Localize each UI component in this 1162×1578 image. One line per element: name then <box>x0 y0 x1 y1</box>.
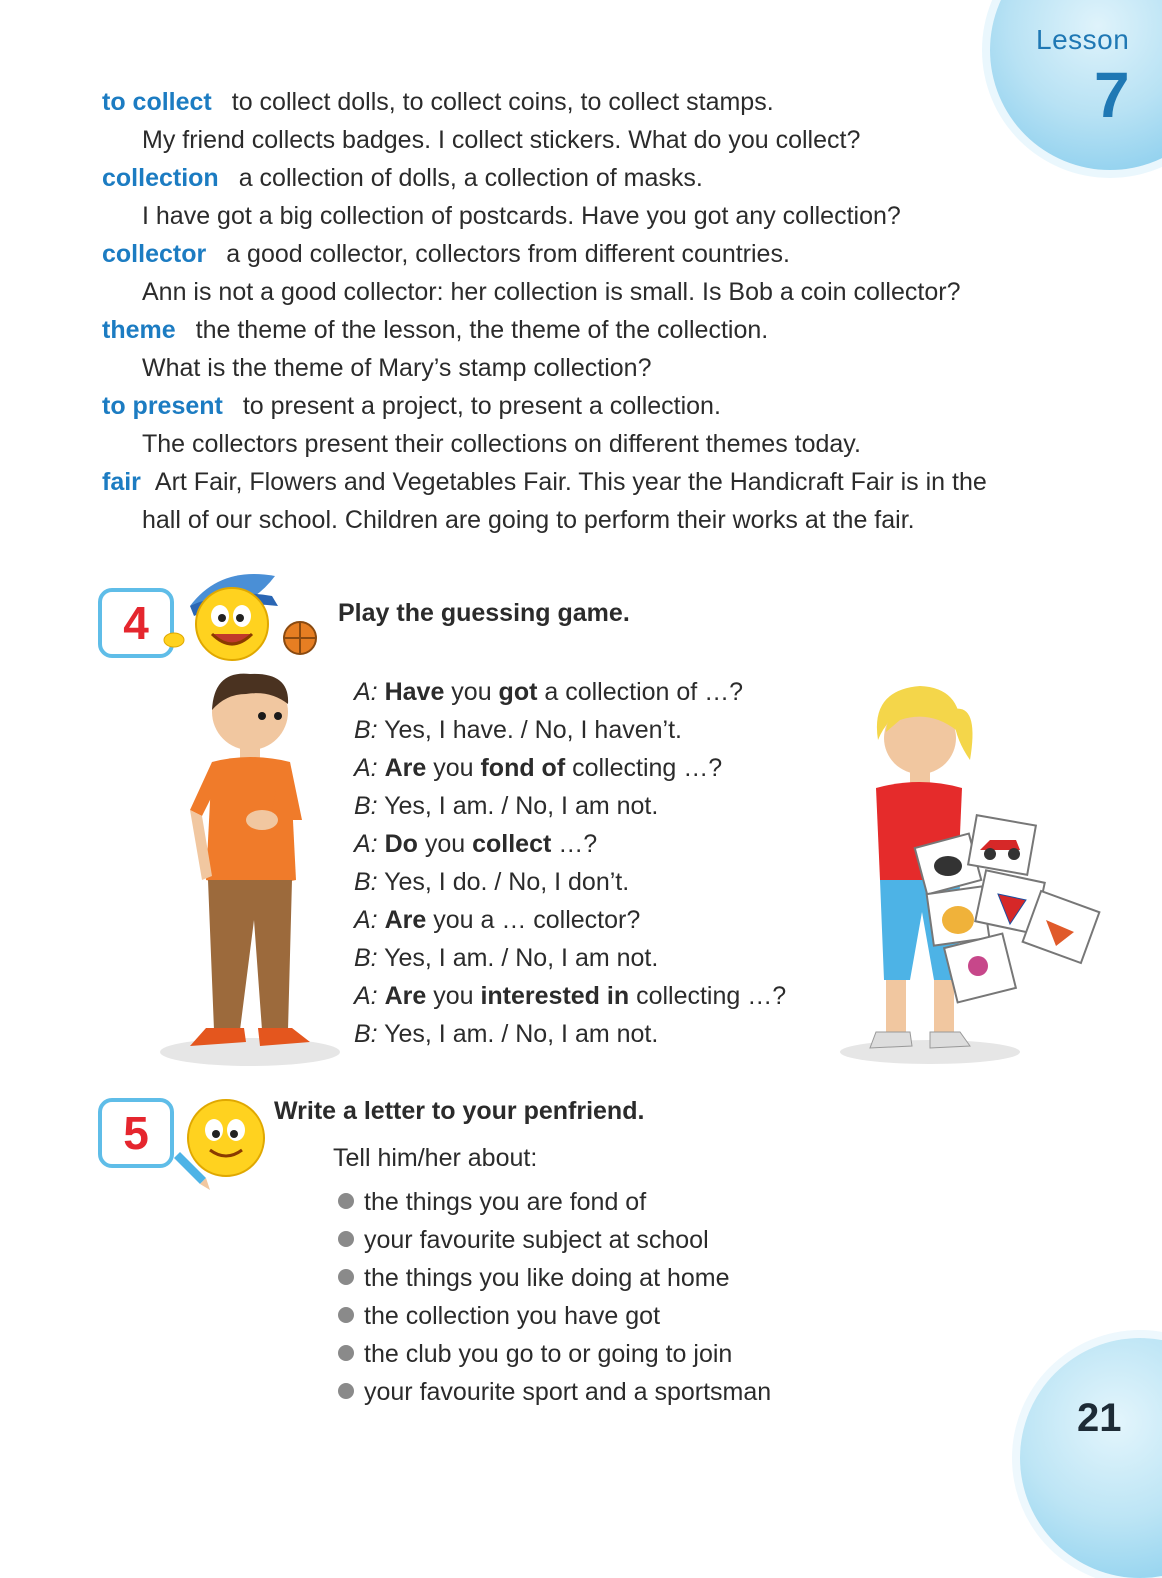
list-item-text: your favourite sport and a sportsman <box>364 1378 772 1406</box>
vocab-example: The collectors present their collections on different themes today. <box>142 430 861 458</box>
dialogue-bold: got <box>498 678 538 706</box>
vocab-definition: Art Fair, Flowers and Vegetables Fair. This year the Handicraft Fair is in the <box>154 468 987 496</box>
vocab-term-line <box>102 86 774 118</box>
vocab-definition: a good collector, collectors from different countries. <box>226 240 790 268</box>
dialogue-text: Yes, I am. / No, I am not. <box>384 1020 659 1048</box>
boy-illustration <box>150 670 350 1070</box>
dialogue-text: …? <box>551 830 598 858</box>
dialogue-text: Yes, I am. / No, I am not. <box>384 944 659 972</box>
dialogue-line <box>354 980 786 1012</box>
dialogue-text: Yes, I am. / No, I am not. <box>384 792 659 820</box>
bullet-dot-icon <box>338 1307 354 1323</box>
list-item <box>338 1186 646 1218</box>
dialogue-text: you <box>444 678 499 706</box>
speaker: B: <box>354 792 378 820</box>
vocab-term: collector <box>102 240 207 268</box>
dialogue-bold: collect <box>472 830 552 858</box>
dialogue-text: collecting …? <box>565 754 723 782</box>
speaker: A: <box>354 982 378 1010</box>
vocab-term-line <box>102 466 987 498</box>
vocab-example: What is the theme of Mary’s stamp collection? <box>142 354 652 382</box>
dialogue-text: you <box>426 754 481 782</box>
speaker: B: <box>354 1020 378 1048</box>
vocab-term: collection <box>102 164 219 192</box>
vocab-definition: the theme of the lesson, the theme of the collection. <box>195 316 769 344</box>
dialogue-bold: Are <box>384 754 427 782</box>
smiley-pencil-icon <box>170 1094 270 1194</box>
dialogue-bold: Are <box>384 982 427 1010</box>
vocab-example: Ann is not a good collector: her collection is small. Is Bob a coin collector? <box>142 278 961 306</box>
lesson-number: 7 <box>1094 59 1130 131</box>
vocab-example: My friend collects badges. I collect stickers. What do you collect? <box>142 126 861 154</box>
speaker: A: <box>354 906 378 934</box>
list-item <box>338 1376 771 1408</box>
vocab-term: fair <box>102 468 141 496</box>
dialogue-text: a collection of …? <box>537 678 744 706</box>
list-item-text: the things you are fond of <box>364 1188 647 1216</box>
vocab-term-line <box>102 314 768 346</box>
dialogue-bold: interested in <box>480 982 630 1010</box>
dialogue-line <box>354 828 597 860</box>
dialogue-line <box>354 904 640 936</box>
dialogue-line <box>354 866 629 898</box>
task-4-title: Play the guessing game. <box>338 599 630 627</box>
dialogue-text: you <box>417 830 473 858</box>
dialogue-text: Yes, I have. / No, I haven’t. <box>384 716 682 744</box>
lesson-label: Lesson <box>1036 24 1130 55</box>
task-5-subtitle: Tell him/her about: <box>333 1144 538 1172</box>
vocab-term-line <box>102 390 721 422</box>
dialogue-bold: Are <box>384 906 427 934</box>
speaker: B: <box>354 868 378 896</box>
dialogue-text: you a … collector? <box>426 906 641 934</box>
vocab-example: I have got a big collection of postcards. Have you got any collection? <box>142 202 901 230</box>
page-number-badge <box>1020 1338 1162 1578</box>
bullet-dot-icon <box>338 1193 354 1209</box>
page-number: 21 <box>1077 1396 1122 1440</box>
vocab-term: theme <box>102 316 176 344</box>
task-5-number: 5 <box>98 1098 174 1168</box>
dialogue-line <box>354 676 743 708</box>
dialogue-line <box>354 752 722 784</box>
speaker: B: <box>354 944 378 972</box>
list-item <box>338 1300 660 1332</box>
bullet-dot-icon <box>338 1269 354 1285</box>
vocab-definition: a collection of dolls, a collection of masks. <box>238 164 703 192</box>
girl-illustration <box>830 680 1100 1070</box>
speaker: A: <box>354 830 378 858</box>
bullet-dot-icon <box>338 1231 354 1247</box>
dialogue-text: you <box>426 982 481 1010</box>
bullet-dot-icon <box>338 1383 354 1399</box>
list-item-text: the collection you have got <box>364 1302 661 1330</box>
dialogue-bold: fond of <box>480 754 566 782</box>
dialogue-text: Yes, I do. / No, I don’t. <box>384 868 630 896</box>
vocab-example: hall of our school. Children are going to perform their works at the fair. <box>142 506 915 534</box>
task-5-title: Write a letter to your penfriend. <box>274 1097 645 1125</box>
list-item-text: the club you go to or going to join <box>364 1340 733 1368</box>
speaker: B: <box>354 716 378 744</box>
dialogue-bold: Have <box>384 678 445 706</box>
speaker: A: <box>354 678 378 706</box>
dialogue-line <box>354 790 658 822</box>
list-item-text: the things you like doing at home <box>364 1264 730 1292</box>
list-item <box>338 1262 730 1294</box>
dialogue-bold: Do <box>384 830 418 858</box>
speaker: A: <box>354 754 378 782</box>
vocab-term: to present <box>102 392 223 420</box>
vocab-definition: to collect dolls, to collect coins, to collect stamps. <box>231 88 774 116</box>
dialogue-line <box>354 1018 658 1050</box>
vocab-definition: to present a project, to present a collection. <box>242 392 721 420</box>
smiley-cap-icon <box>160 566 325 666</box>
list-item <box>338 1224 709 1256</box>
bullet-dot-icon <box>338 1345 354 1361</box>
task-4-number: 4 <box>98 588 174 658</box>
list-item <box>338 1338 732 1370</box>
vocab-term: to collect <box>102 88 212 116</box>
dialogue-line <box>354 714 682 746</box>
vocab-term-line <box>102 238 790 270</box>
dialogue-text: collecting …? <box>629 982 787 1010</box>
dialogue-line <box>354 942 658 974</box>
vocab-term-line <box>102 162 703 194</box>
list-item-text: your favourite subject at school <box>364 1226 709 1254</box>
